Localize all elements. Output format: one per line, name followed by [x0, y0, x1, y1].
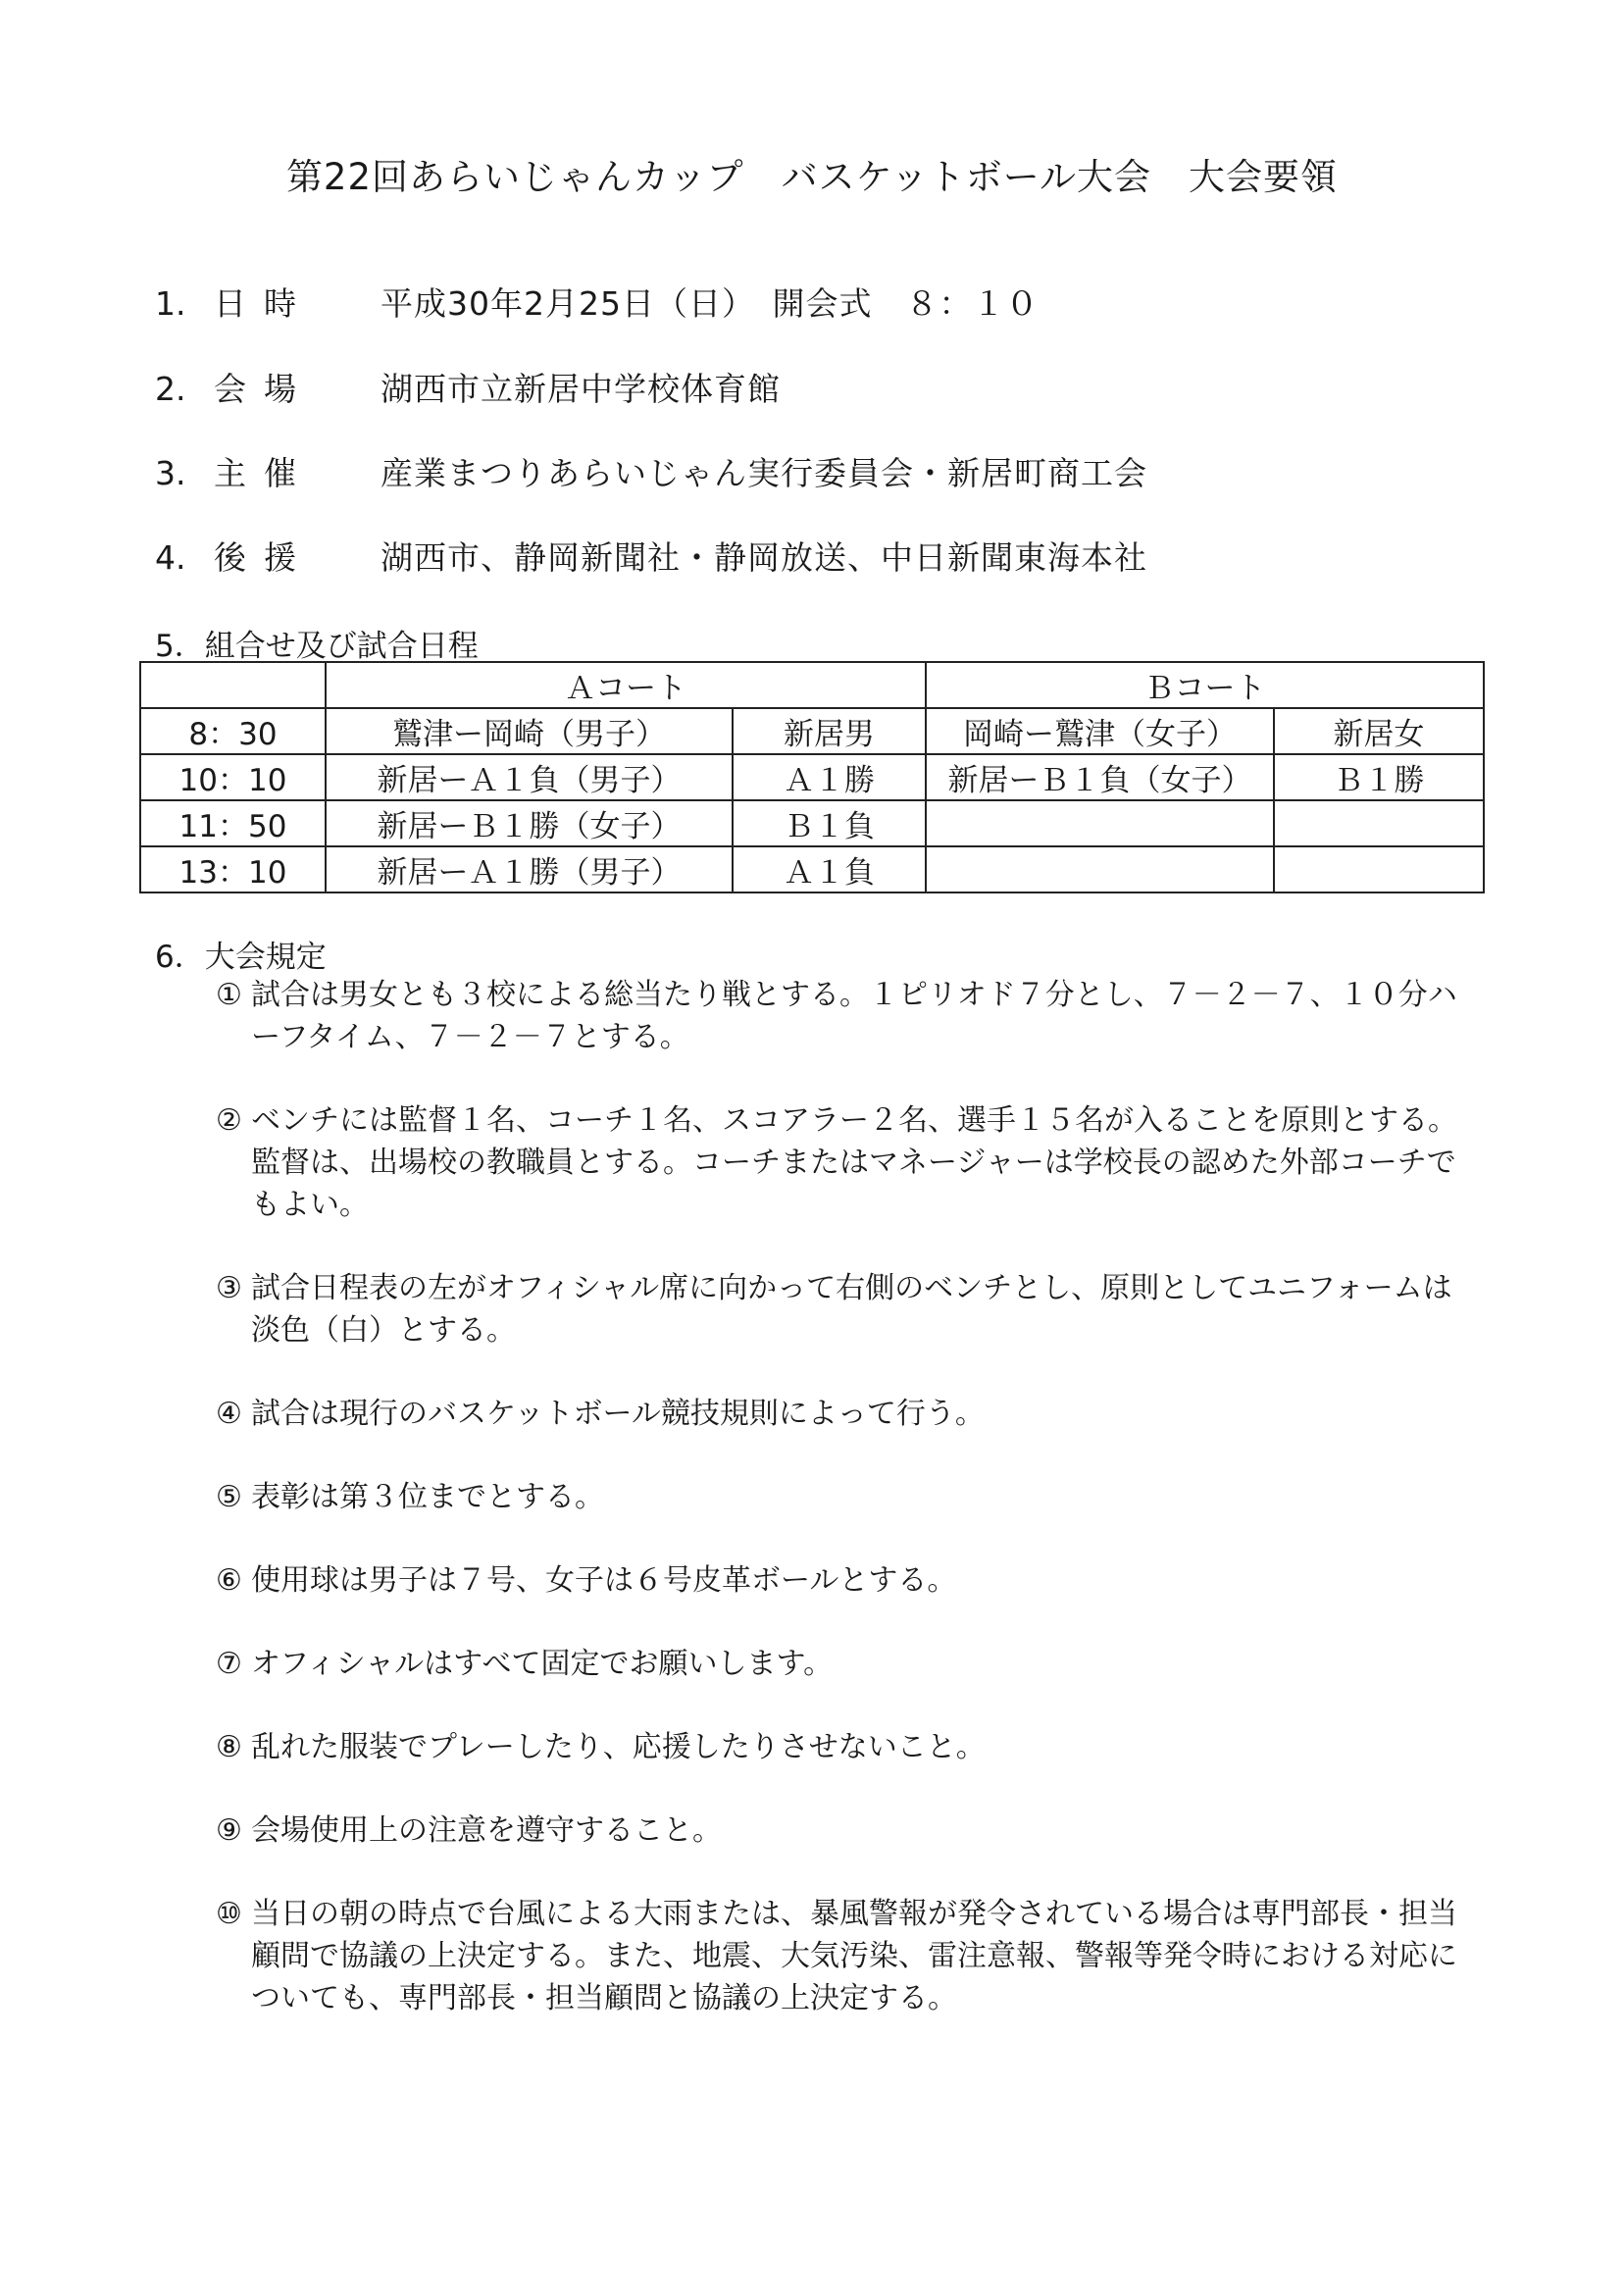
court-b-ref-cell: Ｂ１勝 — [1274, 754, 1484, 800]
info-sponsor — [155, 538, 1147, 578]
rule-item — [216, 1476, 1476, 1518]
rule-number: ⑩ — [216, 1897, 242, 1931]
rule-number: ⑨ — [216, 1813, 242, 1848]
rules-list — [216, 974, 1476, 2061]
court-a-ref-cell: Ａ１負 — [733, 846, 926, 892]
rule-item — [216, 1726, 1476, 1768]
court-a-match-cell: 鷲津ー岡崎（男子） — [326, 708, 733, 754]
rule-item — [216, 1810, 1476, 1852]
time-cell: 8：30 — [140, 708, 326, 754]
info-organizer — [155, 454, 1147, 493]
rule-text: 試合は現行のバスケットボール競技規則によって行う。 — [251, 1397, 985, 1431]
rule-number: ④ — [216, 1397, 242, 1431]
rule-text: 表彰は第３位までとする。 — [251, 1480, 604, 1514]
rule-number: ⑤ — [216, 1480, 242, 1514]
rule-item — [216, 1393, 1476, 1435]
schedule-table — [139, 661, 1485, 893]
info-value: 産業まつりあらいじゃん実行委員会・新居町商工会 — [381, 454, 1147, 492]
rule-item — [216, 1099, 1476, 1226]
court-b-match-cell — [926, 846, 1274, 892]
info-label: 日時 — [214, 284, 314, 323]
rule-text: 試合日程表の左がオフィシャル席に向かって右側のベンチとし、原則としてユニフォームは淡色（白）とする。 — [251, 1271, 1452, 1348]
info-label: 後援 — [214, 538, 314, 577]
info-number: 3. — [155, 454, 186, 492]
time-cell: 13：10 — [140, 846, 326, 892]
rule-text: 当日の朝の時点で台風による大雨または、暴風警報が発令されている場合は専門部長・担当顧問で協議の上決定する。また、地震、大気汚染、雷注意報、警報等発令時における対応についても、専門部長・担当顧問と協議の上決定する。 — [251, 1897, 1457, 2015]
schedule-heading: 5．組合せ及び試合日程 — [155, 629, 479, 664]
document-title: 第22回あらいじゃんカップ バスケットボール大会 大会要領 — [285, 156, 1339, 198]
rule-number: ⑥ — [216, 1563, 242, 1598]
rule-text: 使用球は男子は７号、女子は６号皮革ボールとする。 — [251, 1563, 957, 1598]
court-b-ref-cell: 新居女 — [1274, 708, 1484, 754]
time-cell: 11：50 — [140, 800, 326, 846]
court-b-match-cell — [926, 800, 1274, 846]
court-b-ref-cell — [1274, 800, 1484, 846]
court-a-ref-cell: Ａ１勝 — [733, 754, 926, 800]
info-label: 会場 — [214, 370, 314, 408]
court-a-match-cell: 新居ーＡ１負（男子） — [326, 754, 733, 800]
rule-number: ① — [216, 978, 242, 1012]
rule-text: オフィシャルはすべて固定でお願いします。 — [251, 1647, 834, 1681]
time-cell: 10：10 — [140, 754, 326, 800]
court-b-header: Ｂコート — [926, 662, 1484, 708]
court-a-ref-cell: Ｂ１負 — [733, 800, 926, 846]
court-a-match-cell: 新居ーＡ１勝（男子） — [326, 846, 733, 892]
info-number: 2. — [155, 370, 186, 408]
info-date — [155, 284, 1039, 324]
info-number: 1. — [155, 284, 186, 323]
rule-number: ⑧ — [216, 1730, 242, 1764]
court-b-ref-cell — [1274, 846, 1484, 892]
rule-item — [216, 1643, 1476, 1685]
rules-heading: 6．大会規定 — [155, 940, 327, 975]
table-row — [140, 708, 1484, 754]
info-number: 4. — [155, 538, 186, 577]
info-label: 主催 — [214, 454, 314, 492]
rule-item — [216, 1559, 1476, 1602]
table-row — [140, 800, 1484, 846]
rule-item — [216, 974, 1476, 1058]
header-empty-cell — [140, 662, 326, 708]
court-b-match-cell: 新居ーＢ１負（女子） — [926, 754, 1274, 800]
info-value: 湖西市、静岡新聞社・静岡放送、中日新聞東海本社 — [381, 538, 1147, 577]
info-value: 平成30年2月25日（日） 開会式 ８：１０ — [381, 284, 1040, 323]
rule-text: 会場使用上の注意を遵守すること。 — [251, 1813, 722, 1848]
court-b-match-cell: 岡崎ー鷲津（女子） — [926, 708, 1274, 754]
table-row — [140, 846, 1484, 892]
rule-item — [216, 1893, 1476, 2019]
info-venue — [155, 370, 781, 409]
rule-number: ⑦ — [216, 1647, 242, 1681]
rule-text: 乱れた服装でプレーしたり、応援したりさせないこと。 — [251, 1730, 986, 1764]
rule-number: ② — [216, 1103, 242, 1138]
schedule-header-row — [140, 662, 1484, 708]
rule-item — [216, 1267, 1476, 1351]
table-row — [140, 754, 1484, 800]
info-value: 湖西市立新居中学校体育館 — [381, 370, 781, 408]
court-a-ref-cell: 新居男 — [733, 708, 926, 754]
rule-number: ③ — [216, 1271, 242, 1305]
court-a-match-cell: 新居ーＢ１勝（女子） — [326, 800, 733, 846]
court-a-header: Ａコート — [326, 662, 926, 708]
rule-text: ベンチには監督１名、コーチ１名、スコアラー２名、選手１５名が入ることを原則とする。監督は、出場校の教職員とする。コーチまたはマネージャーは学校長の認めた外部コーチでもよい。 — [251, 1103, 1457, 1222]
rule-text: 試合は男女とも３校による総当たり戦とする。１ピリオド７分とし、７－２－７、１０分ハーフタイム、７－２－７とする。 — [251, 978, 1457, 1054]
